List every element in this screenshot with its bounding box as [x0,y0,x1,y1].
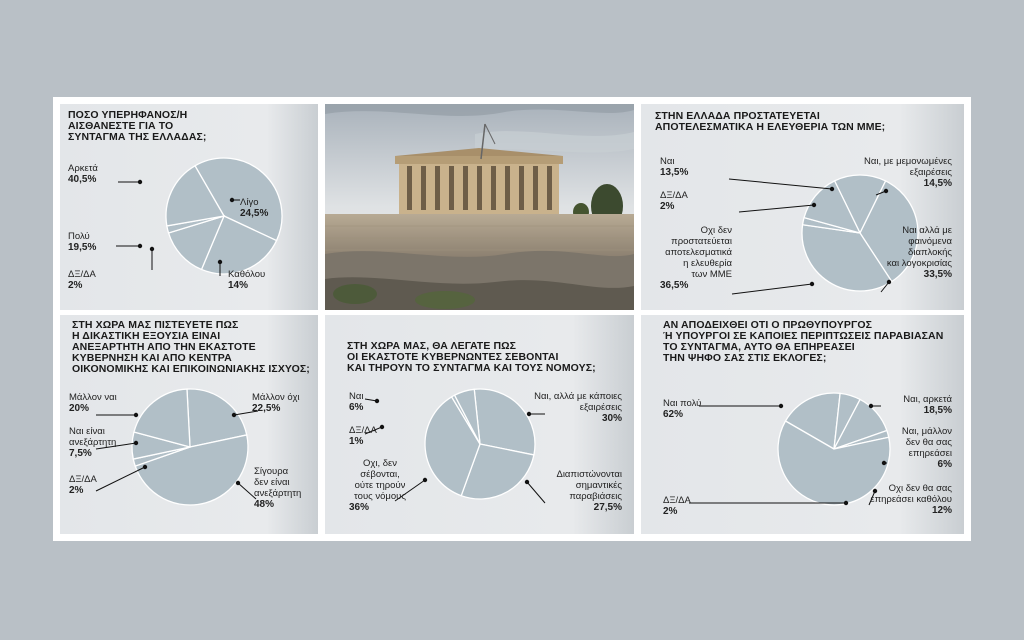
label-dxda [349,425,377,447]
label-oxi-den-sevontai [349,458,411,513]
label-sigoura-den-einai [254,466,301,510]
title-line: ΑΠΟΤΕΛΕΣΜΑΤΙΚΑ Η ΕΛΕΥΘΕΡΙΑ ΤΩΝ ΜΜΕ; [655,121,886,133]
label-text: ΔΞ/ΔΑ [68,269,96,280]
label-text: Μάλλον ναι [69,392,117,403]
label-dxda [660,190,688,212]
acropolis-image [325,104,634,310]
label-text: Ναι πολύ [663,398,702,409]
leader-line [96,467,145,491]
label-text: Καθόλου [228,269,266,280]
label-arketa [68,163,98,185]
label-text: επηρεάσει [908,448,952,459]
label-diapistonontai [556,469,622,513]
leader-dot [830,187,834,191]
leader-dot [232,413,236,417]
label-text: Αρκετά [68,163,98,174]
leader-dot [134,413,138,417]
title-line: ΟΙ ΕΚΑΣΤΟΤΕ ΚΥΒΕΡΝΩΝΤΕΣ ΣΕΒΟΝΤΑΙ [347,351,559,363]
label-text: εξαιρέσεις [909,167,952,178]
label-text: ΔΞ/ΔΑ [349,425,377,436]
label-text: φαινόμενα [908,236,952,247]
label-text: Οχι δεν [700,225,732,236]
label-value: 36,5% [660,280,689,291]
label-value: 27,5% [593,502,622,513]
label-text: Πολύ [68,231,90,242]
label-nai-poly [663,398,701,420]
label-text: Ναι, με μεμονωμένες [864,156,952,167]
label-text: Ναι, αλλά με κάποιες [534,391,622,402]
infographic-sheet [53,97,971,541]
label-value: 40,5% [68,174,97,185]
label-nai [349,391,363,413]
label-text: ούτε τηρούν [354,480,406,491]
label-value: 30% [601,413,622,424]
label-value: 24,5% [240,208,269,219]
pie-chart-pride [60,104,318,310]
label-text: Ναι [349,391,364,402]
leader-dot [812,203,816,207]
label-text: Ναι [660,156,675,167]
label-value: 6% [937,459,952,470]
panel-pride-constitution [60,104,318,310]
title-line: ΣΤΗ ΧΩΡΑ ΜΑΣ, ΘΑ ΛΕΓΑΤΕ ΠΩΣ [347,340,517,352]
leader-dot [380,425,384,429]
label-text: Λίγο [240,197,259,208]
leader-dot [375,399,379,403]
title-line: ΣΥΝΤΑΓΜΑ ΤΗΣ ΕΛΛΑΔΑΣ; [68,131,207,143]
label-nai [660,156,688,178]
label-text: σέβονται, [360,469,400,480]
label-text: Ναι, μάλλον [901,426,952,437]
leader-dot [138,180,142,184]
leader-dot [844,501,848,505]
label-nai-mallon-den [902,426,952,470]
title-line: ΚΥΒΕΡΝΗΣΗ ΚΑΙ ΑΠΟ ΚΕΝΤΡΑ [72,352,232,364]
label-nai-alla-me-fainomena [887,225,952,280]
label-text: προστατεύεται [671,236,732,247]
label-mallon-oxi [252,392,300,414]
label-poly [68,231,96,253]
label-nai-alla-me-kapoies [534,391,622,424]
leader-line [739,205,814,212]
label-value: 13,5% [660,167,689,178]
leader-dot [150,247,154,251]
label-text: τους νόμους [354,491,406,502]
label-text: Ναι αλλά με [902,225,952,236]
label-text: επηρεάσει καθόλου [870,494,952,505]
leader-line [527,482,545,503]
title-line: ΑΝ ΑΠΟΔΕΙΧΘΕΙ ΟΤΙ Ο ΠΡΩΘΥΠΟΥΡΓΟΣ [663,319,873,331]
panel-media-freedom [641,104,964,310]
label-text: σημαντικές [575,480,622,491]
label-value: 19,5% [68,242,97,253]
label-text: ΔΞ/ΔΑ [663,495,691,506]
leader-dot [882,461,886,465]
label-text: εξαιρέσεις [579,402,622,413]
label-value: 20% [69,403,90,414]
label-text: και λογοκρισίας [886,258,952,269]
leader-dot [138,244,142,248]
title-line: ΑΝΕΞΑΡΤΗΤΗ ΑΠΟ ΤΗΝ ΕΚΑΣΤΟΤΕ [72,341,256,353]
leader-dot [887,280,891,284]
label-oxi-den-prostateuetai [660,225,732,291]
title-line: Η ΔΙΚΑΣΤΙΚΗ ΕΞΟΥΣΙΑ ΕΙΝΑΙ [72,330,221,342]
leader-dot [527,412,531,416]
label-value: 18,5% [923,405,952,416]
label-value: 2% [69,485,84,496]
title-line: ΤΟ ΣΥΝΤΑΓΜΑ, ΑΥΤΟ ΘΑ ΕΠΗΡΕΑΣΕΙ [663,341,855,353]
label-value: 62% [663,409,684,420]
label-text: δεν είναι [254,477,290,488]
label-text: Ναι είναι [69,426,105,437]
label-value: 12% [931,505,952,516]
title-line: ΟΙΚΟΝΟΜΙΚΗΣ ΚΑΙ ΕΠΙΚΟΙΝΩΝΙΑΚΗΣ ΙΣΧΥΟΣ; [72,363,310,375]
label-dxda [663,495,691,517]
label-ligo [240,197,268,219]
leader-line [732,284,812,294]
label-value: 14% [228,280,249,291]
label-value: 36% [349,502,370,513]
leader-dot [134,441,138,445]
label-text: διαπλοκής [908,247,952,258]
label-text: ΔΞ/ΔΑ [69,474,97,485]
label-text: Ναι, αρκετά [903,394,952,405]
label-value: 48% [254,499,275,510]
label-katholou [228,269,265,291]
panel-vote-influence [641,315,964,534]
title-line: ΣΤΗΝ ΕΛΛΑΔΑ ΠΡΟΣΤΑΤΕΥΕΤΑΙ [655,110,820,122]
label-dxda [68,269,96,291]
label-nai-einai-anexartiti [69,426,116,459]
leader-dot [236,481,240,485]
leader-dot [810,282,814,286]
label-value: 6% [349,402,364,413]
leader-dot [423,478,427,482]
label-text: δεν θα σας [905,437,952,448]
leader-dot [884,189,888,193]
label-value: 2% [663,506,678,517]
label-value: 2% [68,280,83,291]
label-value: 14,5% [923,178,952,189]
acropolis-photo [325,104,634,310]
leader-dot [218,260,222,264]
label-dxda [69,474,97,496]
label-text: των ΜΜΕ [691,269,732,280]
label-nai-arketa [903,394,952,416]
label-text: Σίγουρα [254,466,289,477]
label-value: 7,5% [69,448,92,459]
leader-line [729,179,832,189]
label-text: παραβιάσεις [569,491,622,502]
panel-judicial-independence [60,315,318,534]
label-oxi-den-tha-sas [870,483,952,516]
label-text: ανεξάρτητη [254,488,302,499]
leader-dot [779,404,783,408]
label-mallon-nai [69,392,117,414]
label-text: Μάλλον όχι [252,392,300,403]
panel-government-respect [325,315,634,534]
leader-dot [230,198,234,202]
label-text: ανεξάρτητη [69,437,117,448]
title-line: ΠΟΣΟ ΥΠΕΡΗΦΑΝΟΣ/Η [68,109,188,121]
label-nai-me-memonomenes [864,156,952,189]
title-line: ΣΤΗ ΧΩΡΑ ΜΑΣ ΠΙΣΤΕΥΕΤΕ ΠΩΣ [72,319,239,331]
leader-dot [869,404,873,408]
title-line: ΚΑΙ ΤΗΡΟΥΝ ΤΟ ΣΥΝΤΑΓΜΑ ΚΑΙ ΤΟΥΣ ΝΟΜΟΥΣ; [347,362,596,374]
label-value: 33,5% [923,269,952,280]
label-text: η ελευθερία [683,258,732,269]
label-text: αποτελεσματικά [665,247,732,258]
label-value: 1% [349,436,364,447]
leader-dot [143,465,147,469]
title-line: ΑΙΣΘΑΝΕΣΤΕ ΓΙΑ ΤΟ [68,120,174,132]
label-text: Οχι δεν θα σας [888,483,952,494]
title-line: ΤΗΝ ΨΗΦΟ ΣΑΣ ΣΤΙΣ ΕΚΛΟΓΕΣ; [663,352,827,364]
leader-dot [525,480,529,484]
label-value: 22,5% [252,403,281,414]
label-text: ΔΞ/ΔΑ [660,190,688,201]
label-value: 2% [660,201,675,212]
label-text: Διαπιστώνονται [556,469,622,480]
label-text: Οχι, δεν [362,458,398,469]
title-line: Ή ΥΠΟΥΡΓΟΙ ΣΕ ΚΑΠΟΙΕΣ ΠΕΡΙΠΤΩΣΕΙΣ ΠΑΡΑΒΙΑΣΑΝ [663,330,944,342]
